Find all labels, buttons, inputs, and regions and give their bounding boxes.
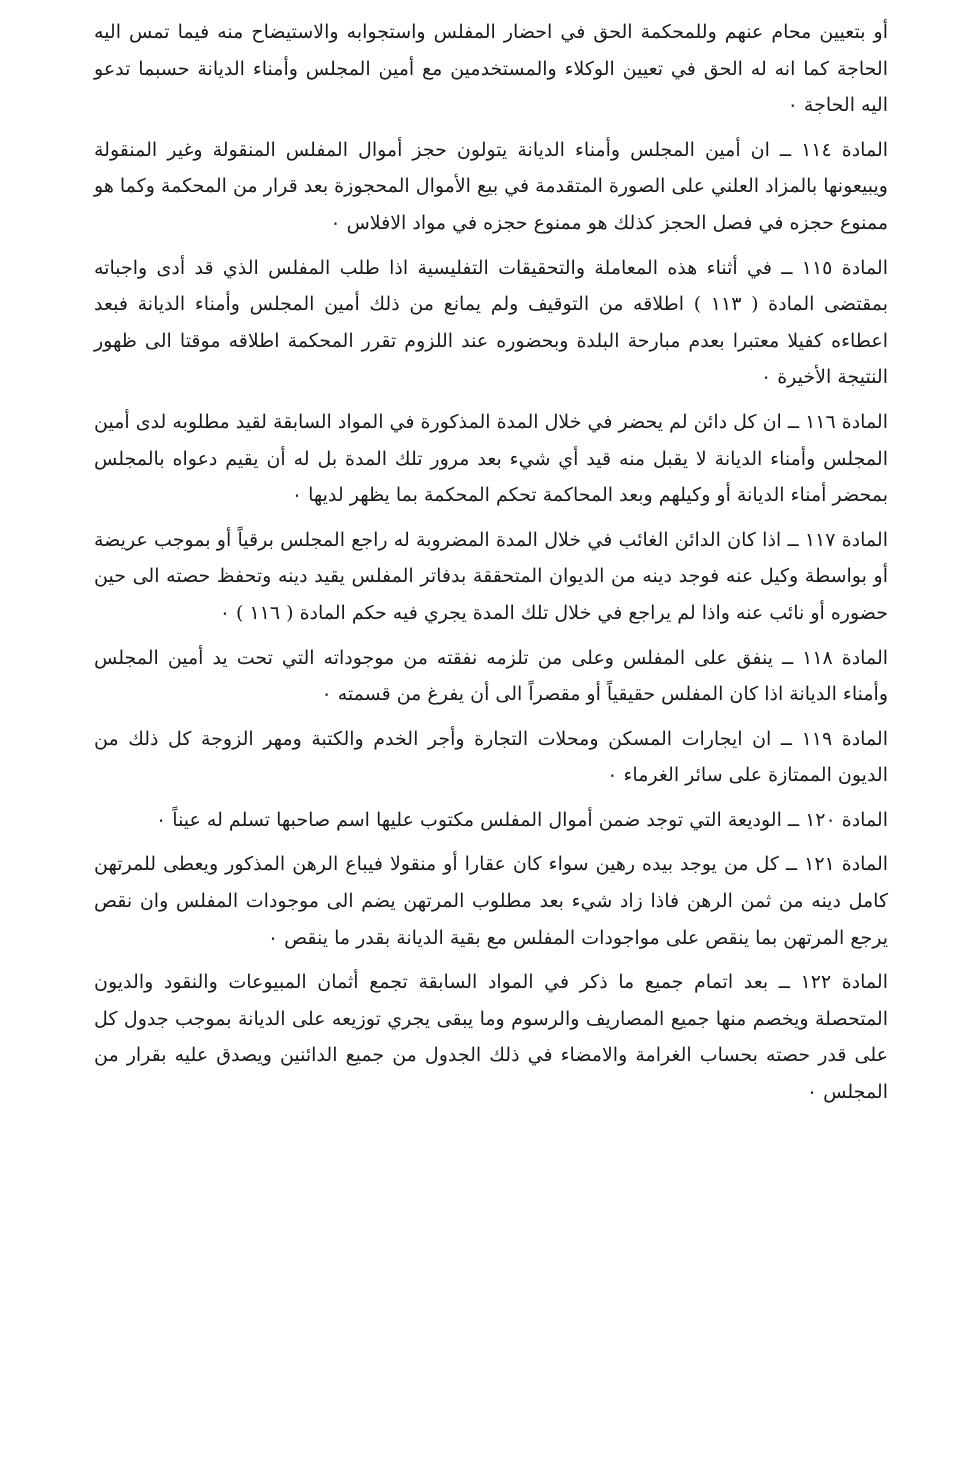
article-119: المادة ١١٩ ــ ان ايجارات المسكن ومحلات التجارة وأجر الخدم والكتبة ومهر الزوجة كل ذلك من الديون الممتازة على سائر الغرماء ٠ bbox=[94, 727, 888, 787]
article-115: المادة ١١٥ ــ في أثناء هذه المعاملة والتحقيقات التفليسية اذا طلب المفلس الذي قد أدى واجباته بمقتضى المادة ( ١١٣ ) اطلاقه من التوقيف ولم يمانع من ذلك أمين المجلس وأمناء الديانة فبعد اعطاءه كفيلا معتبرا بعدم مبارحة البلدة وبحضوره عند اللزوم تقرر المحكمة اطلاقه موقتا الى ظهور النتيجة الأخيرة ٠ bbox=[94, 256, 888, 389]
article-121: المادة ١٢١ ــ كل من يوجد بيده رهين سواء كان عقارا أو منقولا فيباع الرهن المذكور ويعطى للمرتهن كامل دينه من ثمن الرهن فاذا زاد شيء بعد مطلوب المرتهن يضم الى موجودات المفلس وان نقص يرجع المرتهن بما ينقص على مواجودات المفلس مع بقية الديانة بقدر ما ينقص ٠ bbox=[94, 853, 889, 949]
paragraph-continuation: أو بتعيين محام عنهم وللمحكمة الحق في احضار المفلس واستجوابه والاستيضاح منه فيما تمس اليه الحاجة كما انه له الحق في تعيين الوكلاء والمستخدمين مع أمين المجلس وأمناء الديانة حسبما تدعو اليه الحاجة ٠ bbox=[94, 21, 888, 117]
article-120: المادة ١٢٠ ــ الوديعة التي توجد ضمن أموال المفلس مكتوب عليها اسم صاحبها تسلم له عيناً ٠ bbox=[156, 808, 888, 831]
document-page bbox=[94, 14, 888, 1119]
article-114: المادة ١١٤ ــ ان أمين المجلس وأمناء الديانة يتولون حجز أموال المفلس المنقولة وغير المنقولة ويبيعونها بالمزاد العلني على الصورة المتقدمة في بيع الأموال المحجوزة بعد قرار من المحكمة وكما هو ممنوع حجزه في فصل الحجز كذلك هو ممنوع حجزه في مواد الافلاس ٠ bbox=[94, 138, 889, 234]
article-122: المادة ١٢٢ ــ بعد اتمام جميع ما ذكر في المواد السابقة تجمع أثمان المبيوعات والنقود والديون المتحصلة ويخصم منها جميع المصاريف والرسوم وما يبقى يجري توزيعه على الديانة بموجب جدول كل على قدر حصته بحساب الغرامة والامضاء في ذلك الجدول من جميع الدائنين ويصدق عليه بقرار من المجلس ٠ bbox=[94, 971, 888, 1104]
article-116: المادة ١١٦ ــ ان كل دائن لم يحضر في خلال المدة المذكورة في المواد السابقة لقيد مطلوبه لدى أمين المجلس وأمناء الديانة لا يقبل منه قيد أي شيء بعد مرور تلك المدة بل له أن يقيم دعواه بالمجلس بمحضر أمناء الديانة أو وكيلهم وبعد المحاكمة تحكم المحكمة بما يظهر لديها ٠ bbox=[94, 410, 888, 507]
article-117: المادة ١١٧ ــ اذا كان الدائن الغائب في خلال المدة المضروبة له راجع المجلس برقياً أو بموجب عريضة أو بواسطة وكيل عنه فوجد دينه من الديوان المتحققة بدفاتر المفلس يقيد دينه وتحفظ حصته الى حين حضوره أو نائب عنه واذا لم يراجع في خلال تلك المدة يجري فيه حكم المادة ( ١١٦ ) ٠ bbox=[94, 528, 888, 624]
article-118: المادة ١١٨ ــ ينفق على المفلس وعلى من تلزمه نفقته من موجوداته التي تحت يد أمين المجلس وأمناء الديانة اذا كان المفلس حقيقياً أو مقصراً الى أن يفرغ من قسمته ٠ bbox=[94, 646, 889, 706]
